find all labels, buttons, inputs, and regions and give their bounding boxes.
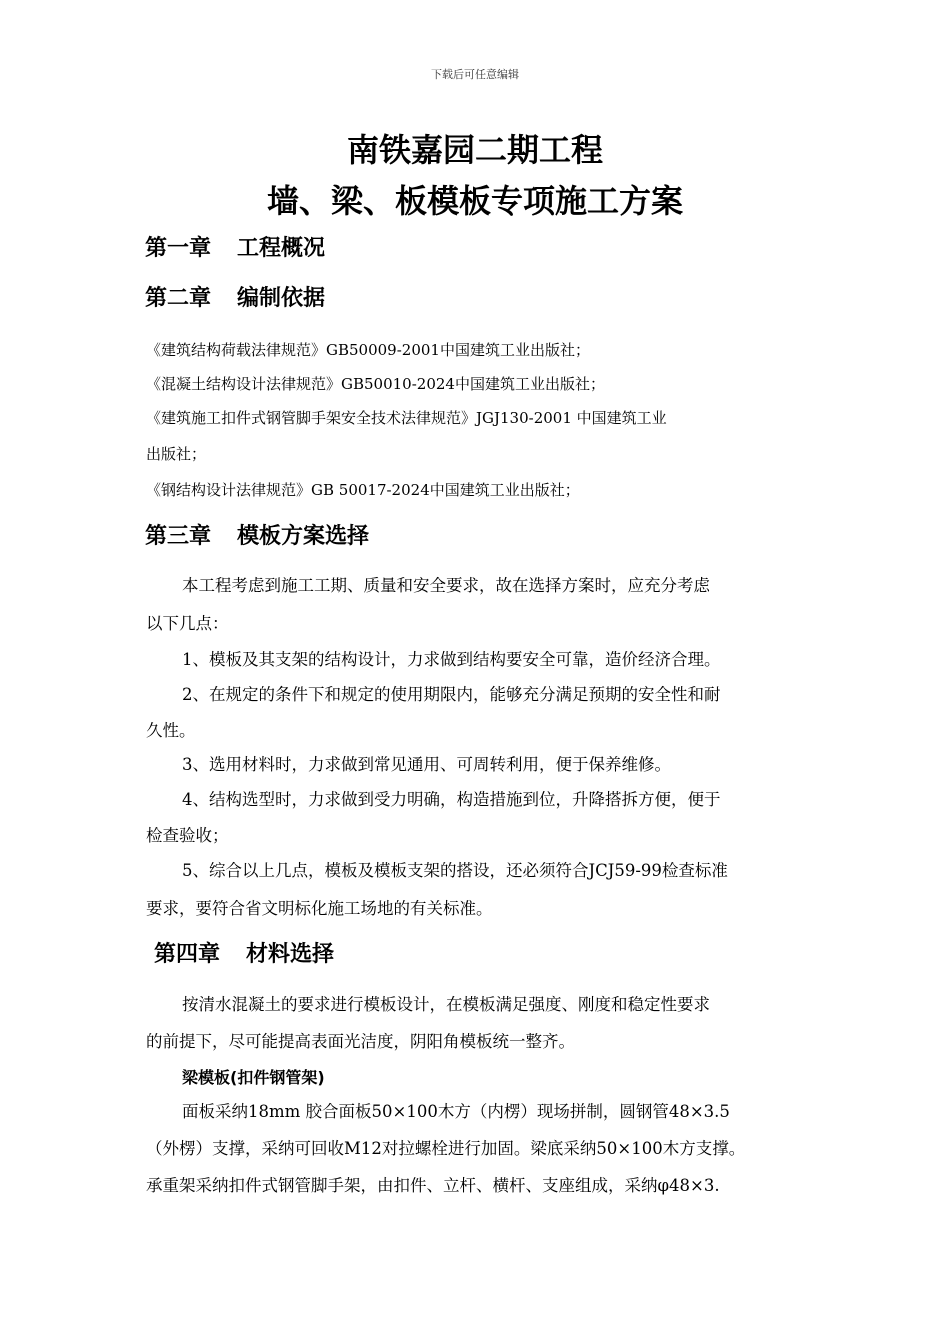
list-item: 2、在规定的条件下和规定的使用期限内，能够充分满足预期的安全性和耐 xyxy=(182,685,721,704)
reference-line: 《混凝土结构设计法律规范》GB50010-2024中国建筑工业出版社； xyxy=(146,375,605,393)
beam-formwork-subheading: 梁模板(扣件钢管架) xyxy=(182,1068,325,1087)
chapter2-name: 编制依据 xyxy=(237,286,326,311)
chapter2-number: 第二章 xyxy=(145,286,212,311)
reference-line: 《钢结构设计法律规范》GB 50017-2024中国建筑工业出版社； xyxy=(146,481,580,499)
reference-line: 出版社； xyxy=(146,445,207,463)
paragraph-line: （外楞）支撑，采纳可回收M12对拉螺栓进行加固。梁底采纳50×100木方支撑。 xyxy=(146,1139,746,1158)
paragraph-line: 承重架采纳扣件式钢管脚手架，由扣件、立杆、横杆、支座组成，采纳φ48×3. xyxy=(146,1176,720,1195)
doc-title-line2: 墙、梁、板模板专项施工方案 xyxy=(266,182,683,220)
chapter4-name: 材料选择 xyxy=(246,942,335,967)
doc-title-line1: 南铁嘉园二期工程 xyxy=(346,131,603,169)
list-item: 5、综合以上几点，模板及模板支架的搭设，还必须符合JCJ59-99检查标准 xyxy=(182,861,728,880)
chapter1-number: 第一章 xyxy=(145,236,212,261)
list-item: 3、选用材料时，力求做到常见通用、可周转利用，便于保养维修。 xyxy=(182,755,671,774)
page-header-note: 下载后可任意编辑 xyxy=(431,68,519,81)
list-item: 1、模板及其支架的结构设计，力求做到结构要安全可靠，造价经济合理。 xyxy=(182,650,721,669)
list-item-continued: 检查验收； xyxy=(146,826,229,845)
chapter3-name: 模板方案选择 xyxy=(237,524,370,549)
paragraph-line: 以下几点： xyxy=(146,614,229,633)
chapter1-heading xyxy=(145,234,325,264)
paragraph-line: 的前提下，尽可能提高表面光洁度，阴阳角模板统一整齐。 xyxy=(146,1032,575,1051)
paragraph-line: 本工程考虑到施工工期、质量和安全要求，故在选择方案时，应充分考虑 xyxy=(182,576,710,595)
chapter3-heading xyxy=(145,522,369,552)
reference-line: 《建筑结构荷载法律规范》GB50009-2001中国建筑工业出版社； xyxy=(146,341,590,359)
reference-line: 《建筑施工扣件式钢管脚手架安全技术法律规范》JGJ130-2001 中国建筑工业 xyxy=(146,409,667,427)
paragraph-line: 按清水混凝土的要求进行模板设计，在模板满足强度、刚度和稳定性要求 xyxy=(182,995,710,1014)
chapter4-number: 第四章 xyxy=(154,942,221,967)
chapter4-heading xyxy=(154,940,334,970)
list-item-continued: 久性。 xyxy=(146,721,196,740)
list-item-continued: 要求，要符合省文明标化施工场地的有关标准。 xyxy=(146,899,493,918)
list-item: 4、结构选型时，力求做到受力明确，构造措施到位，升降搭拆方便，便于 xyxy=(182,790,721,809)
paragraph-line: 面板采纳18mm 胶合面板50×100木方（内楞）现场拼制，圆钢管48×3.5 xyxy=(182,1102,730,1121)
chapter1-name: 工程概况 xyxy=(237,236,326,261)
chapter2-heading xyxy=(145,284,325,314)
chapter3-number: 第三章 xyxy=(145,524,212,549)
